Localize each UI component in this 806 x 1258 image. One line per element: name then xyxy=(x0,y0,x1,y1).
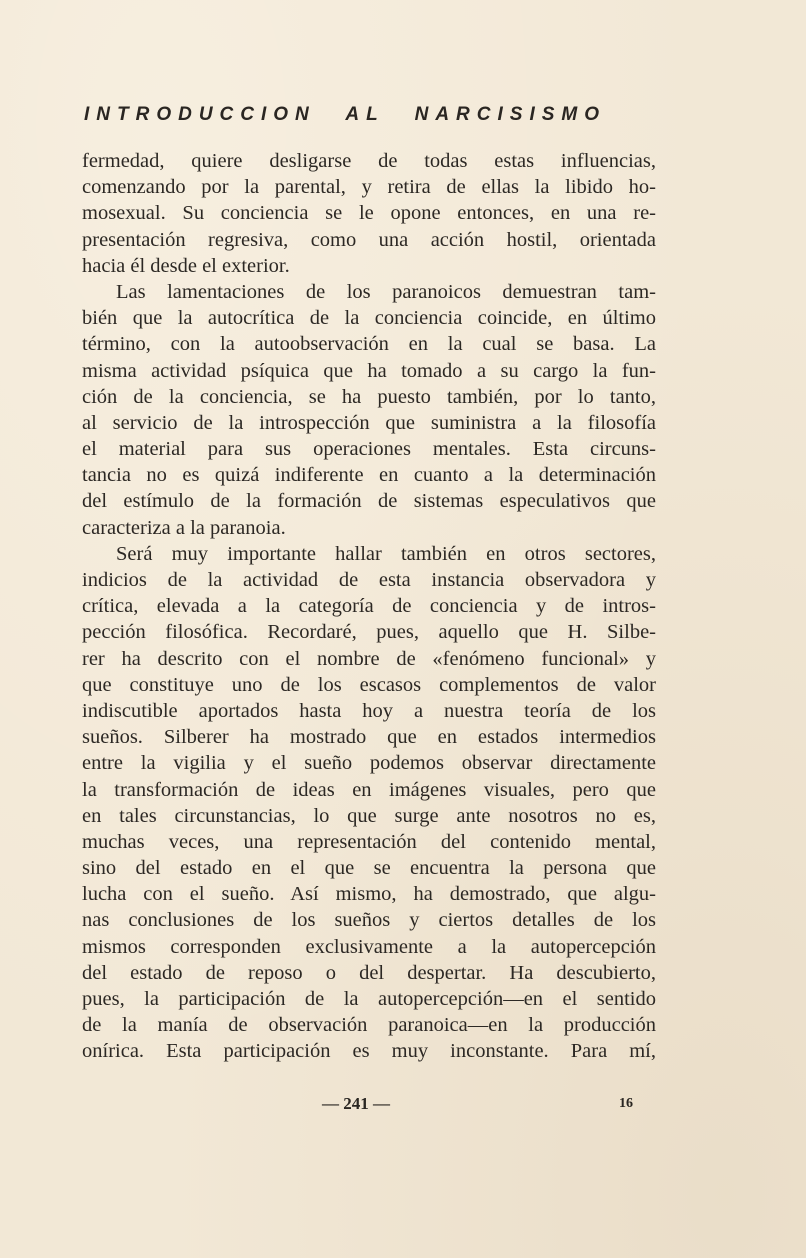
paragraph xyxy=(82,279,656,541)
text-line: lucha con el sueño. Así mismo, ha demostrado, que algu- xyxy=(82,883,656,906)
text-line: Será muy importante hallar también en otros sectores, xyxy=(116,542,656,565)
text-line: entre la vigilia y el sueño podemos observar directamente xyxy=(82,752,656,775)
signature-mark: 16 xyxy=(619,1096,633,1111)
text-line: rer ha descrito con el nombre de «fenómeno funcional» y xyxy=(82,647,656,670)
text-line: tancia no es quizá indiferente en cuanto a la determinación xyxy=(82,464,656,487)
text-line: pues, la participación de la autopercepción—en el sentido xyxy=(82,988,656,1010)
text-line: comenzando por la parental, y retira de ellas la libido ho- xyxy=(82,176,656,199)
body-text xyxy=(82,148,656,1065)
text-line: muchas veces, una representación del contenido mental, xyxy=(82,830,656,853)
running-head: INTRODUCCION AL NARCISISMO xyxy=(84,104,606,125)
text-line: del estado de reposo o del despertar. Ha descubierto, xyxy=(82,961,656,984)
text-line: ción de la conciencia, se ha puesto también, por lo tanto, xyxy=(82,385,656,408)
text-line: fermedad, quiere desligarse de todas estas influencias, xyxy=(82,150,656,172)
text-line: mosexual. Su conciencia se le opone entonces, en una re- xyxy=(82,202,656,225)
text-line: bién que la autocrítica de la conciencia coincide, en último xyxy=(82,307,656,330)
text-line: en tales circunstancias, lo que surge ante nosotros no es, xyxy=(82,804,656,827)
text-line: misma actividad psíquica que ha tomado a su cargo la fun- xyxy=(82,359,656,382)
text-line: la transformación de ideas en imágenes visuales, pero que xyxy=(82,778,656,801)
text-line: que constituye uno de los escasos complementos de valor xyxy=(82,673,656,696)
page-number: — 241 — xyxy=(322,1094,390,1113)
text-line: presentación regresiva, como una acción hostil, orientada xyxy=(82,228,656,251)
text-line: de la manía de observación paranoica—en la producción xyxy=(82,1014,656,1037)
text-line: al servicio de la introspección que suministra a la filosofía xyxy=(82,411,656,434)
text-line: indicios de la actividad de esta instancia observadora y xyxy=(82,569,656,591)
text-line: término, con la autoobservación en la cual se basa. La xyxy=(82,333,656,356)
text-line: Las lamentaciones de los paranoicos demuestran tam- xyxy=(116,280,656,303)
paragraph xyxy=(82,148,656,279)
text-line: indiscutible aportados hasta hoy a nuestra teoría de los xyxy=(82,699,656,722)
text-line: sueños. Silberer ha mostrado que en estados intermedios xyxy=(82,726,656,749)
paragraph xyxy=(82,541,656,1065)
text-line: nas conclusiones de los sueños y ciertos detalles de los xyxy=(82,909,656,932)
text-line: el material para sus operaciones mentales. Esta circuns- xyxy=(82,438,656,461)
text-line: crítica, elevada a la categoría de conciencia y de intros- xyxy=(82,595,656,618)
text-line: hacia él desde el exterior. xyxy=(82,254,290,277)
text-line: mismos corresponden exclusivamente a la autopercepción xyxy=(82,935,656,958)
text-line: sino del estado en el que se encuentra la persona que xyxy=(82,857,656,880)
text-line: del estímulo de la formación de sistemas especulativos que xyxy=(82,490,656,513)
text-line: pección filosófica. Recordaré, pues, aquello que H. Silbe- xyxy=(82,621,656,644)
text-line: caracteriza a la paranoia. xyxy=(82,516,286,539)
text-line: onírica. Esta participación es muy inconstante. Para mí, xyxy=(82,1040,656,1063)
